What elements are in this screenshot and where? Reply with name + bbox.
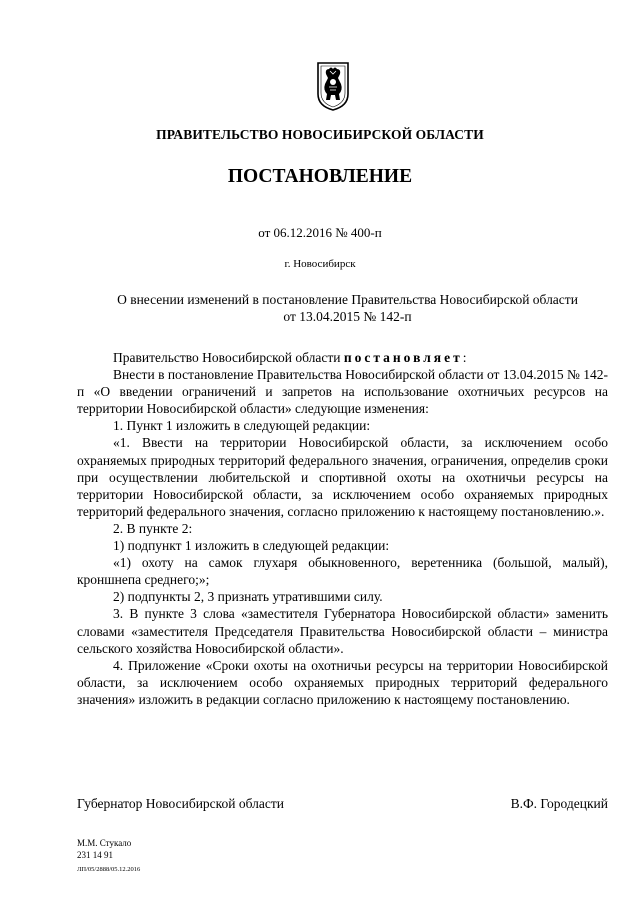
signatory-position: Губернатор Новосибирской области (77, 796, 285, 811)
paragraph: «1) охоту на самок глухаря обыкновенного, веретенника (большой, малый), кроншнепа среднего;»; (77, 555, 608, 588)
subject-line: О внесении изменений в постановление Правительства Новосибирской области (117, 292, 578, 307)
intro-paragraph (77, 349, 608, 366)
paragraph: 2. В пункте 2: (113, 520, 193, 536)
executor-name: М.М. Стукало (77, 838, 132, 848)
date-number-line: от 06.12.2016 № 400-п (258, 225, 382, 240)
document-type: ПОСТАНОВЛЕНИЕ (227, 166, 413, 187)
organization-title: ПРАВИТЕЛЬСТВО НОВОСИБИРСКОЙ ОБЛАСТИ (156, 127, 484, 142)
coat-of-arms-icon (316, 60, 350, 112)
paragraph: 1) подпункт 1 изложить в следующей редакции: (113, 538, 390, 554)
paragraph: «1. Ввести на территории Новосибирской области, за исключением особо охраняемых природных территорий федерального значения, ограничения, определив сроки при осуществлении любительской и спортивной охоты на охотничьи ресурсы на территории Новосибирской области, за исключением особо охраняемых природных территорий федерального значения, согласно приложению к настоящему постановлению.». (77, 435, 608, 519)
executor-phone: 231 14 91 (77, 850, 113, 860)
document-subject (80, 291, 615, 325)
subject-line: от 13.04.2015 № 142-п (283, 309, 412, 324)
city-line: г. Новосибирск (284, 258, 356, 270)
signatory-name: В.Ф. Городецкий (510, 796, 608, 811)
paragraph: 4. Приложение «Сроки охоты на охотничьи ресурсы на территории Новосибирской области, за исключением особо охраняемых природных территорий федерального значения» изложить в редакции согласно приложению к настоящему постановлению. (77, 657, 608, 707)
executor-info (77, 837, 131, 861)
resolve-keyword: постановляет (343, 350, 463, 365)
document-code: ЛП/05/2888/05.12.2016 (77, 866, 141, 873)
paragraph: 3. В пункте 3 слова «заместителя Губернатора Новосибирской области» заменить словами «заместителя Председателя Правительства Новосибирской области – министра сельского хозяйства Новосибирской области». (77, 606, 608, 656)
intro-text: Правительство Новосибирской области (113, 350, 344, 365)
intro-colon: : (462, 350, 467, 365)
paragraph: 1. Пункт 1 изложить в следующей редакции: (113, 418, 371, 434)
document-body (77, 349, 608, 708)
paragraph: 2) подпункты 2, 3 признать утратившими силу. (113, 589, 383, 605)
paragraph: Внести в постановление Правительства Новосибирской области от 13.04.2015 № 142-п «О введении ограничений и запретов на использование охотничьих ресурсов на территории Новосибирской области» следующие изменения: (77, 367, 608, 417)
